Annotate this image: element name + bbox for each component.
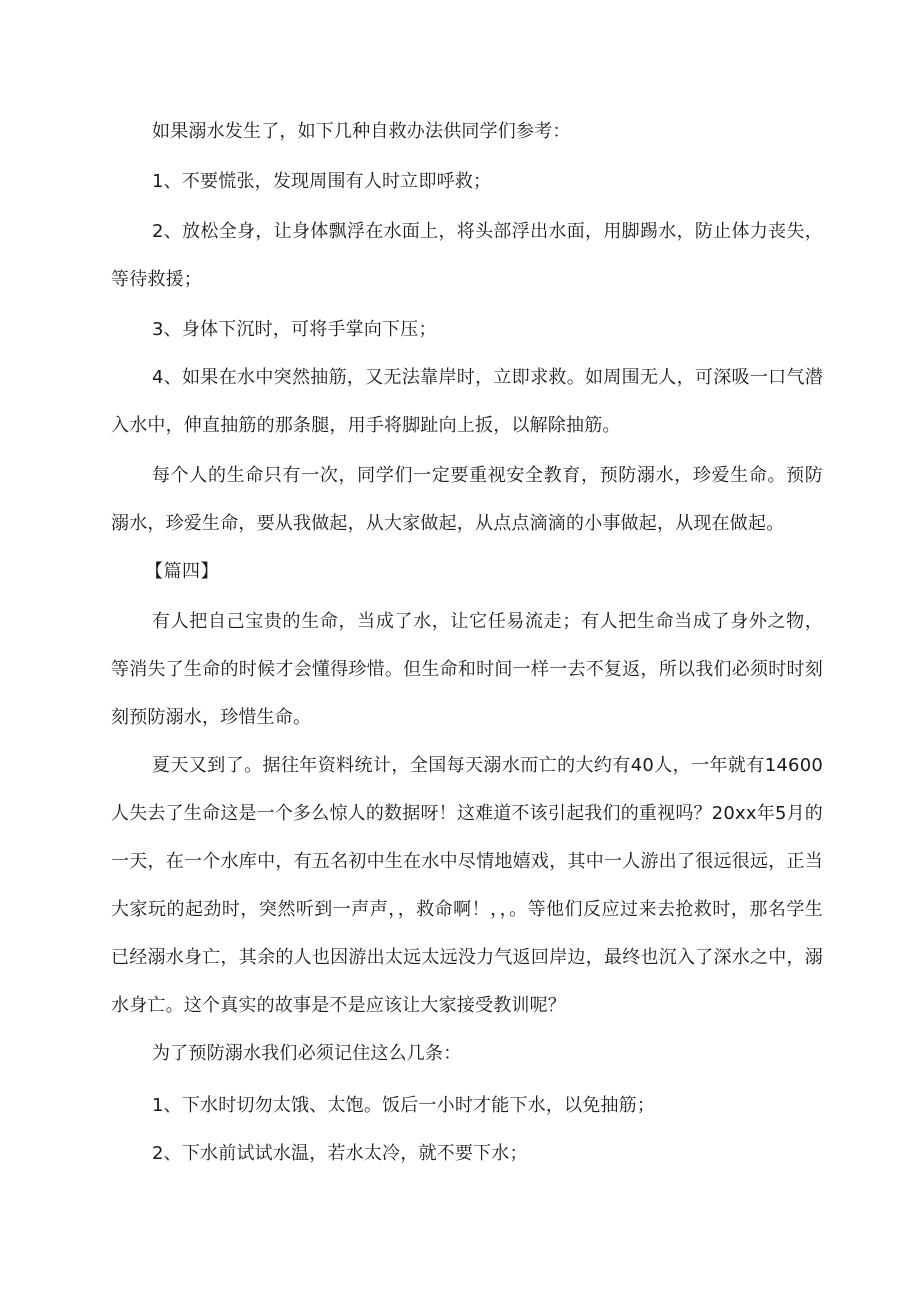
self-rescue-item-3: 3、身体下沉时，可将手掌向下压；: [152, 319, 437, 340]
self-rescue-item-1: 1、不要慌张，发现周围有人时立即呼救；: [152, 171, 492, 192]
rule-item-1: 1、下水时切勿太饿、太饱。饭后一小时才能下水，以免抽筋；: [152, 1095, 656, 1116]
self-rescue-item-4: 4、如果在水中突然抽筋，又无法靠岸时，立即求救。如周围无人，可深吸一口气潜入水中，伸直抽筋的那条腿，用手将脚趾向上扳，以解除抽筋。: [111, 367, 823, 436]
conclusion-paragraph: 每个人的生命只有一次，同学们一定要重视安全教育，预防溺水，珍爱生命。预防溺水，珍爱生命，要从我做起，从大家做起，从点点滴滴的小事做起，从现在做起。: [111, 465, 823, 534]
rules-intro: 为了预防溺水我们必须记住这么几条：: [152, 1043, 462, 1064]
intro-paragraph: 如果溺水发生了，如下几种自救办法供同学们参考：: [152, 121, 571, 142]
life-paragraph: 有人把自己宝贵的生命，当成了水，让它任易流走；有人把生命当成了身外之物，等消失了生命的时候才会懂得珍惜。但生命和时间一样一去不复返，所以我们必须时时刻刻预防溺水，珍惜生命。: [111, 611, 823, 728]
rule-item-2: 2、下水前试试水温，若水太冷，就不要下水；: [152, 1143, 528, 1164]
self-rescue-item-2: 2、放松全身，让身体飘浮在水面上，将头部浮出水面，用脚踢水，防止体力丧失，等待救援；: [111, 221, 823, 290]
story-paragraph: 夏天又到了。据往年资料统计，全国每天溺水而亡的大约有40人，一年就有14600人失去了生命这是一个多么惊人的数据呀！这难道不该引起我们的重视吗？20xx年5月的一天，在一个水库中，有五名初中生在水中尽情地嬉戏，其中一人游出了很远很远，正当大家玩的起劲时，突然听到一声声，，救命啊！，，。等他们反应过来去抢救时，那名学生已经溺水身亡，其余的人也因游出太远太远没力气返回岸边，最终也沉入了深水之中，溺水身亡。这个真实的故事是不是应该让大家接受教训呢？: [111, 755, 823, 1016]
section-title: 【篇四】: [145, 561, 219, 582]
